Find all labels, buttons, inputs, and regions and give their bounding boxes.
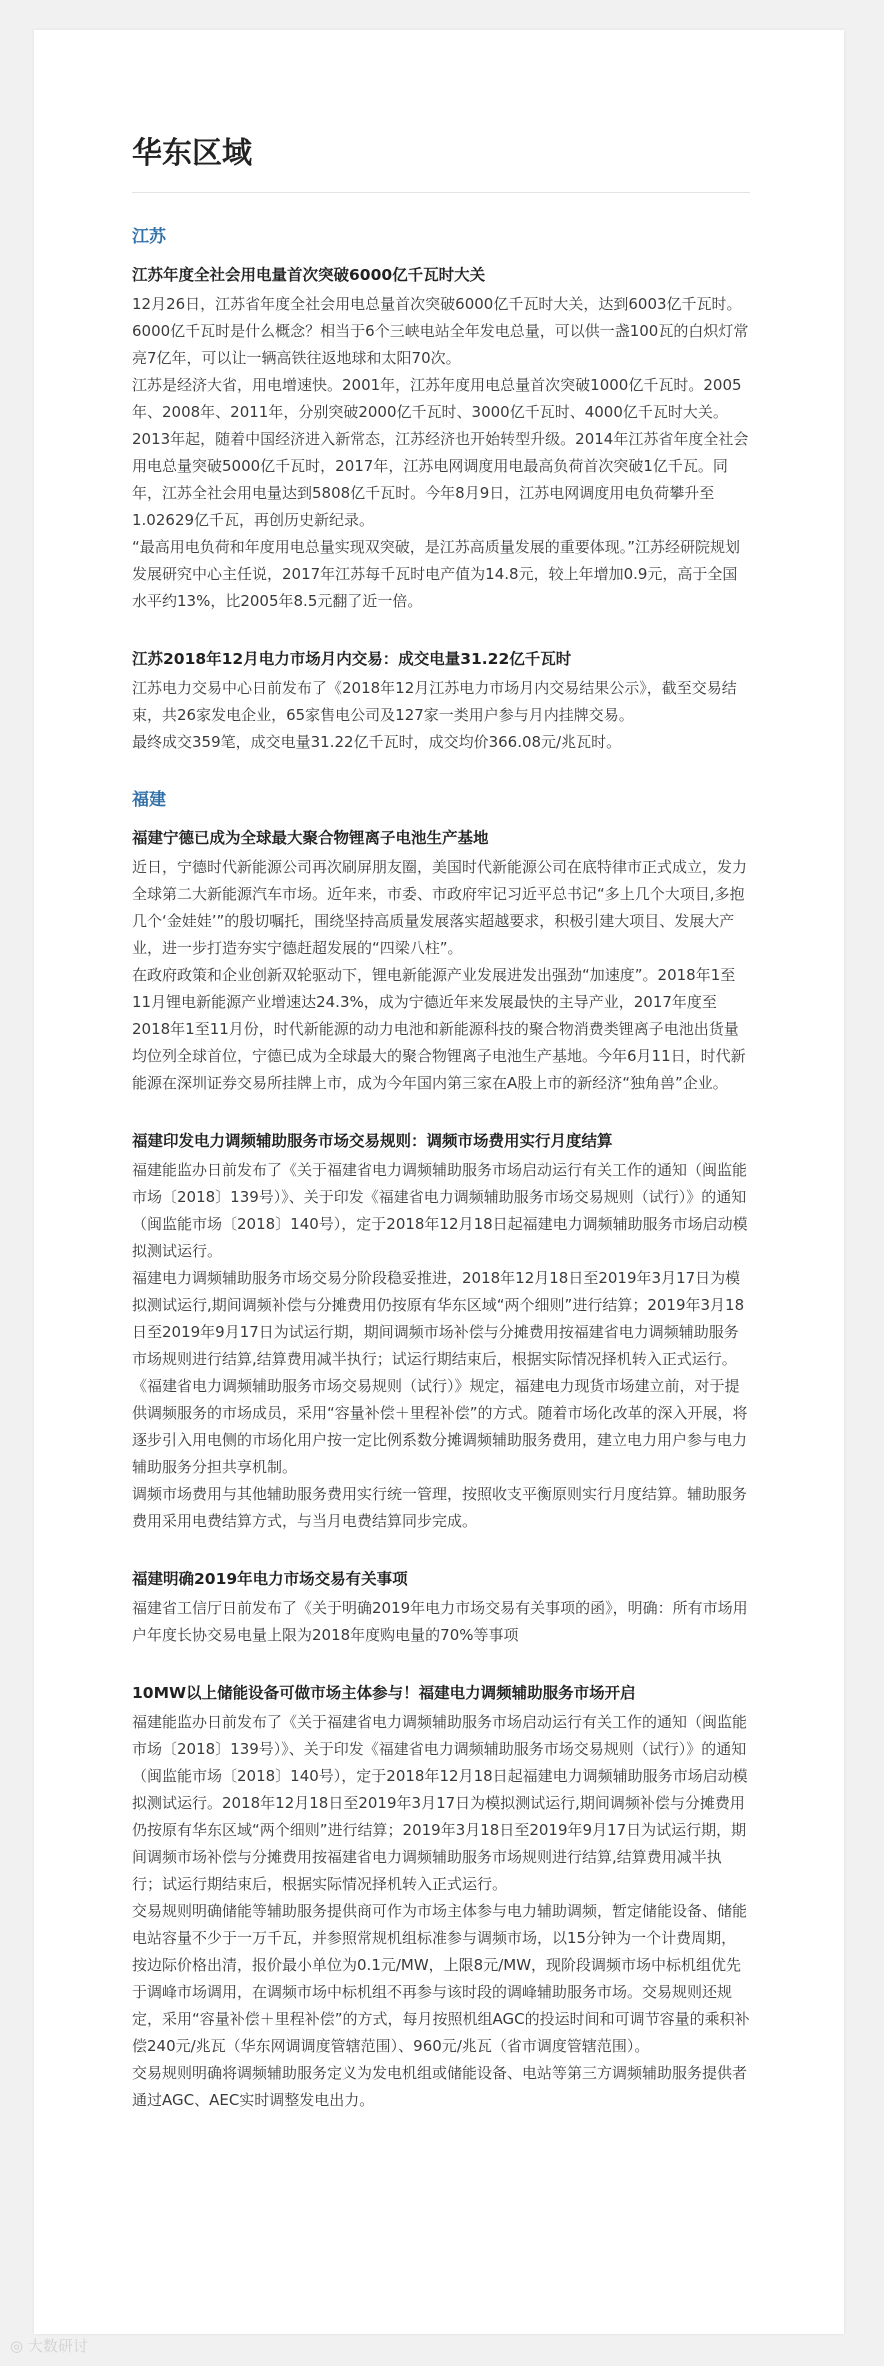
article — [132, 1679, 750, 2114]
article — [132, 824, 750, 1097]
article-title: 福建明确2019年电力市场交易有关事项 — [132, 1570, 408, 1588]
article-paragraph: 江苏电力交易中心日前发布了《2018年12月江苏电力市场月内交易结果公示》，截至交易结束，共26家发电企业，65家售电公司及127家一类用户参与月内挂牌交易。 — [132, 679, 737, 724]
article-title: 福建印发电力调频辅助服务市场交易规则：调频市场费用实行月度结算 — [132, 1132, 613, 1150]
region-heading: 福建 — [132, 790, 166, 810]
article-paragraph: 最终成交359笔，成交电量31.22亿千瓦时，成交均价366.08元/兆瓦时。 — [132, 733, 622, 751]
article-paragraph: 福建省工信厅日前发布了《关于明确2019年电力市场交易有关事项的函》，明确：所有市场用户年度长协交易电量上限为2018年度购电量的70%等事项 — [132, 1599, 748, 1644]
article-paragraph: 交易规则明确将调频辅助服务定义为发电机组或储能设备、电站等第三方调频辅助服务提供者通过AGC、AEC实时调整发电出力。 — [132, 2064, 748, 2109]
region-jiangsu — [132, 223, 750, 756]
region-heading: 江苏 — [132, 227, 166, 247]
article-title: 江苏2018年12月电力市场月内交易：成交电量31.22亿千瓦时 — [132, 650, 572, 668]
article — [132, 1127, 750, 1535]
article-paragraph: 福建电力调频辅助服务市场交易分阶段稳妥推进，2018年12月18日至2019年3月17日为模拟测试运行,期间调频补偿与分摊费用仍按原有华东区域“两个细则”进行结算；2019年3月18日至2019年9月17日为试运行期，期间调频市场补偿与分摊费用按福建省电力调频辅助服务市场规则进行结算,结算费用减半执行；试运行期结束后，根据实际情况择机转入正式运行。 — [132, 1269, 745, 1368]
article-paragraph: 江苏是经济大省，用电增速快。2001年，江苏年度用电总量首次突破1000亿千瓦时。2005年、2008年、2011年，分别突破2000亿千瓦时、3000亿千瓦时、4000亿千瓦时大关。2013年起，随着中国经济进入新常态，江苏经济也开始转型升级。2014年江苏省年度全社会用电总量突破5000亿千瓦时，2017年，江苏电网调度用电最高负荷首次突破1亿千瓦。同年，江苏全社会用电量达到5808亿千瓦时。今年8月9日，江苏电网调度用电负荷攀升至1.02629亿千瓦，再创历史新纪录。 — [132, 376, 749, 529]
document-content — [132, 126, 750, 2144]
article-paragraph: 12月26日，江苏省年度全社会用电总量首次突破6000亿千瓦时大关，达到6003亿千瓦时。 — [132, 295, 742, 313]
article-paragraph: 福建能监办日前发布了《关于福建省电力调频辅助服务市场启动运行有关工作的通知（闽监能市场〔2018〕139号）》、关于印发《福建省电力调频辅助服务市场交易规则（试行）》的通知（闽监能市场〔2018〕140号），定于2018年12月18日起福建电力调频辅助服务市场启动模拟测试运行。2018年12月18日至2019年3月17日为模拟测试运行,期间调频补偿与分摊费用仍按原有华东区域“两个细则”进行结算；2019年3月18日至2019年9月17日为试运行期，期间调频市场补偿与分摊费用按福建省电力调频辅助服务市场规则进行结算,结算费用减半执行；试运行期结束后，根据实际情况择机转入正式运行。 — [132, 1713, 748, 1893]
article-paragraph: 《福建省电力调频辅助服务市场交易规则（试行）》规定，福建电力现货市场建立前，对于提供调频服务的市场成员，采用“容量补偿＋里程补偿”的方式。随着市场化改革的深入开展，将逐步引入用电侧的市场化用户按一定比例系数分摊调频辅助服务费用，建立电力用户参与电力辅助服务分担共享机制。 — [132, 1377, 748, 1476]
article-paragraph: “最高用电负荷和年度用电总量实现双突破，是江苏高质量发展的重要体现。”江苏经研院规划发展研究中心主任说，2017年江苏每千瓦时电产值为14.8元，较上年增加0.9元，高于全国水平约13%，比2005年8.5元翻了近一倍。 — [132, 538, 741, 610]
article-title: 10MW以上储能设备可做市场主体参与！福建电力调频辅助服务市场开启 — [132, 1684, 636, 1702]
article-paragraph: 调频市场费用与其他辅助服务费用实行统一管理，按照收支平衡原则实行月度结算。辅助服务费用采用电费结算方式，与当月电费结算同步完成。 — [132, 1485, 748, 1530]
article — [132, 1565, 750, 1649]
article-paragraph: 在政府政策和企业创新双轮驱动下，锂电新能源产业发展进发出强劲“加速度”。2018年1至11月锂电新能源产业增速达24.3%，成为宁德近年来发展最快的主导产业，2017年度至2018年1至11月份，时代新能源的动力电池和新能源科技的聚合物消费类锂离子电池出货量均位列全球首位，宁德已成为全球最大的聚合物锂离子电池生产基地。今年6月11日，时代新能源在深圳证券交易所挂牌上市，成为今年国内第三家在A股上市的新经济“独角兽”企业。 — [132, 966, 746, 1092]
region-fujian — [132, 786, 750, 2114]
article-paragraph: 近日，宁德时代新能源公司再次刷屏朋友圈，美国时代新能源公司在底特律市正式成立，发力全球第二大新能源汽车市场。近年来，市委、市政府牢记习近平总书记“多上几个大项目,多抱几个‘金娃娃’”的殷切嘱托，围绕坚持高质量发展落实超越要求，积极引建大项目、发展大产业，进一步打造夯实宁德赶超发展的“四梁八柱”。 — [132, 858, 748, 957]
article — [132, 261, 750, 615]
article-title: 福建宁德已成为全球最大聚合物锂离子电池生产基地 — [132, 829, 489, 847]
article-paragraph: 6000亿千瓦时是什么概念？相当于6个三峡电站全年发电总量，可以供一盏100瓦的白炽灯常亮7亿年，可以让一辆高铁往返地球和太阳70次。 — [132, 322, 749, 367]
watermark: ◎ 大数研讨 — [10, 2337, 88, 2355]
article-paragraph: 福建能监办日前发布了《关于福建省电力调频辅助服务市场启动运行有关工作的通知（闽监能市场〔2018〕139号）》、关于印发《福建省电力调频辅助服务市场交易规则（试行）》的通知（闽监能市场〔2018〕140号），定于2018年12月18日起福建电力调频辅助服务市场启动模拟测试运行。 — [132, 1161, 748, 1260]
article-paragraph: 交易规则明确储能等辅助服务提供商可作为市场主体参与电力辅助调频，暂定储能设备、储能电站容量不少于一万千瓦，并参照常规机组标准参与调频市场，以15分钟为一个计费周期，按边际价格出清，报价最小单位为0.1元/MW，上限8元/MW，现阶段调频市场中标机组优先于调峰市场调用，在调频市场中标机组不再参与该时段的调峰辅助服务市场。交易规则还规定，采用“容量补偿＋里程补偿”的方式，每月按照机组AGC的投运时间和可调节容量的乘积补偿240元/兆瓦（华东网调调度管辖范围）、960元/兆瓦（省市调度管辖范围）。 — [132, 1902, 750, 2055]
article-title: 江苏年度全社会用电量首次突破6000亿千瓦时大关 — [132, 266, 486, 284]
article — [132, 645, 750, 756]
page-title: 华东区域 — [132, 126, 750, 193]
document-page — [34, 30, 844, 2334]
